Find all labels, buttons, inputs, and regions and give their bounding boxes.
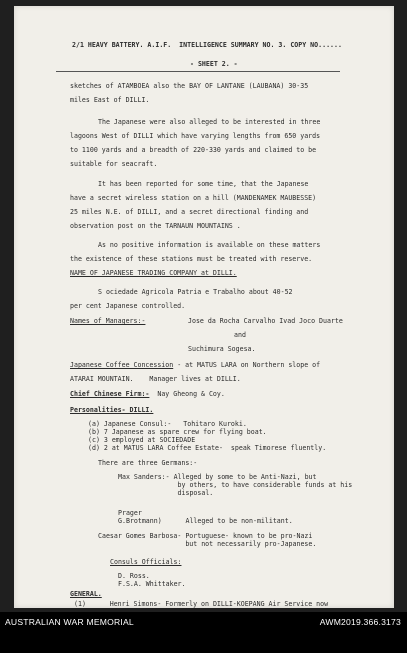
footer-accession-number: AWM2019.366.3173 — [319, 617, 401, 627]
trading-line: S ociedade Agricola Patria e Trabalho about 40-52 — [98, 288, 293, 296]
document-page — [14, 6, 394, 608]
personality-item: (c) 3 employed at SOCIEDADE — [88, 436, 196, 444]
managers-line: Suchimura Sogesa. — [188, 345, 256, 353]
managers-and: and — [234, 331, 246, 339]
personality-item: (d) 2 at MATUS LARA Coffee Estate- speak Timorese fluently. — [88, 444, 327, 452]
body-line: As no positive information is available on these matters — [98, 241, 321, 249]
german-entry: Prager — [118, 509, 142, 517]
consuls-label: Consuls Officials: — [110, 558, 182, 566]
consul-name: F.S.A. Whittaker. — [118, 580, 186, 588]
trading-company-heading: NAME OF JAPANESE TRADING COMPANY at DILLI. — [70, 269, 237, 277]
german-entry: Max Sanders:- Alleged by some to be Anti-Nazi, but — [118, 473, 317, 481]
personality-item: (b) 7 Japanese as spare crew for flying boat. — [88, 428, 267, 436]
sheet-number: - SHEET 2. - — [190, 60, 238, 68]
body-line: sketches of ATAMBOEA also the BAY OF LANTANE (LAUBANA) 30-35 — [70, 82, 309, 90]
body-line: have a secret wireless station on a hill (MANDENAMEK MAUBESSE) — [70, 194, 317, 202]
german-entry: disposal. — [118, 489, 214, 497]
personalities-label: Personalities- DILLI. — [70, 406, 154, 414]
archive-footer — [0, 612, 407, 653]
header-rule — [56, 71, 340, 72]
document-header: 2/1 HEAVY BATTERY. A.I.F. INTELLIGENCE SUMMARY NO. 3. COPY NO...... — [72, 41, 342, 49]
german-entry: by others, to have considerable funds at his — [118, 481, 353, 489]
managers-label: Names of Managers:- — [70, 317, 146, 325]
personality-item: (a) Japanese Consul:- Tohitaro Kuroki. — [88, 420, 247, 428]
coffee-concession-text: - at MATUS LARA on Northern slope of — [173, 361, 321, 369]
chinese-firm-line — [70, 390, 225, 398]
body-line: suitable for seacraft. — [70, 160, 158, 168]
coffee-concession-label: Japanese Coffee Concession — [70, 361, 174, 369]
footer-institution: AUSTRALIAN WAR MEMORIAL — [5, 617, 134, 627]
gomes-line: Caesar Gomes Barbosa- Portuguese- known to be pro-Nazi — [98, 532, 313, 540]
german-entry: G.Brotmann) Alleged to be non-militant. — [118, 517, 293, 525]
body-line: miles East of DILLI. — [70, 96, 150, 104]
managers-line: Jose da Rocha Carvalho Ivad Joco Duarte — [188, 317, 343, 325]
general-line: (1) Henri Simons- Formerly on DILLI-KOEPANG Air Service now — [74, 600, 329, 608]
body-line: 25 miles N.E. of DILLI, and a secret directional finding and — [70, 208, 309, 216]
body-line: observation post on the TARNAUN MOUNTAINS . — [70, 222, 241, 230]
chinese-firm-label: Chief Chinese Firm:- — [70, 390, 150, 398]
general-label: GENERAL. — [70, 590, 102, 598]
body-line: the existence of these stations must be treated with reserve. — [70, 255, 313, 263]
body-line: It has been reported for some time, that the Japanese — [98, 180, 309, 188]
coffee-concession-line — [70, 361, 320, 369]
body-line: to 1100 yards and a breadth of 220-330 yards and claimed to be — [70, 146, 317, 154]
germans-intro: There are three Germans:- — [98, 459, 198, 467]
gomes-line: but not necessarily pro-Japanese. — [98, 540, 317, 548]
trading-line: per cent Japanese controlled. — [70, 302, 186, 310]
body-line: lagoons West of DILLI which have varying lengths from 650 yards — [70, 132, 321, 140]
coffee-concession-line2: ATARAI MOUNTAIN. Manager lives at DILLI. — [70, 375, 241, 383]
consul-name: D. Ross. — [118, 572, 150, 580]
body-line: The Japanese were also alleged to be interested in three — [98, 118, 321, 126]
chinese-firm-text: Nay Gheong & Coy. — [149, 390, 225, 398]
